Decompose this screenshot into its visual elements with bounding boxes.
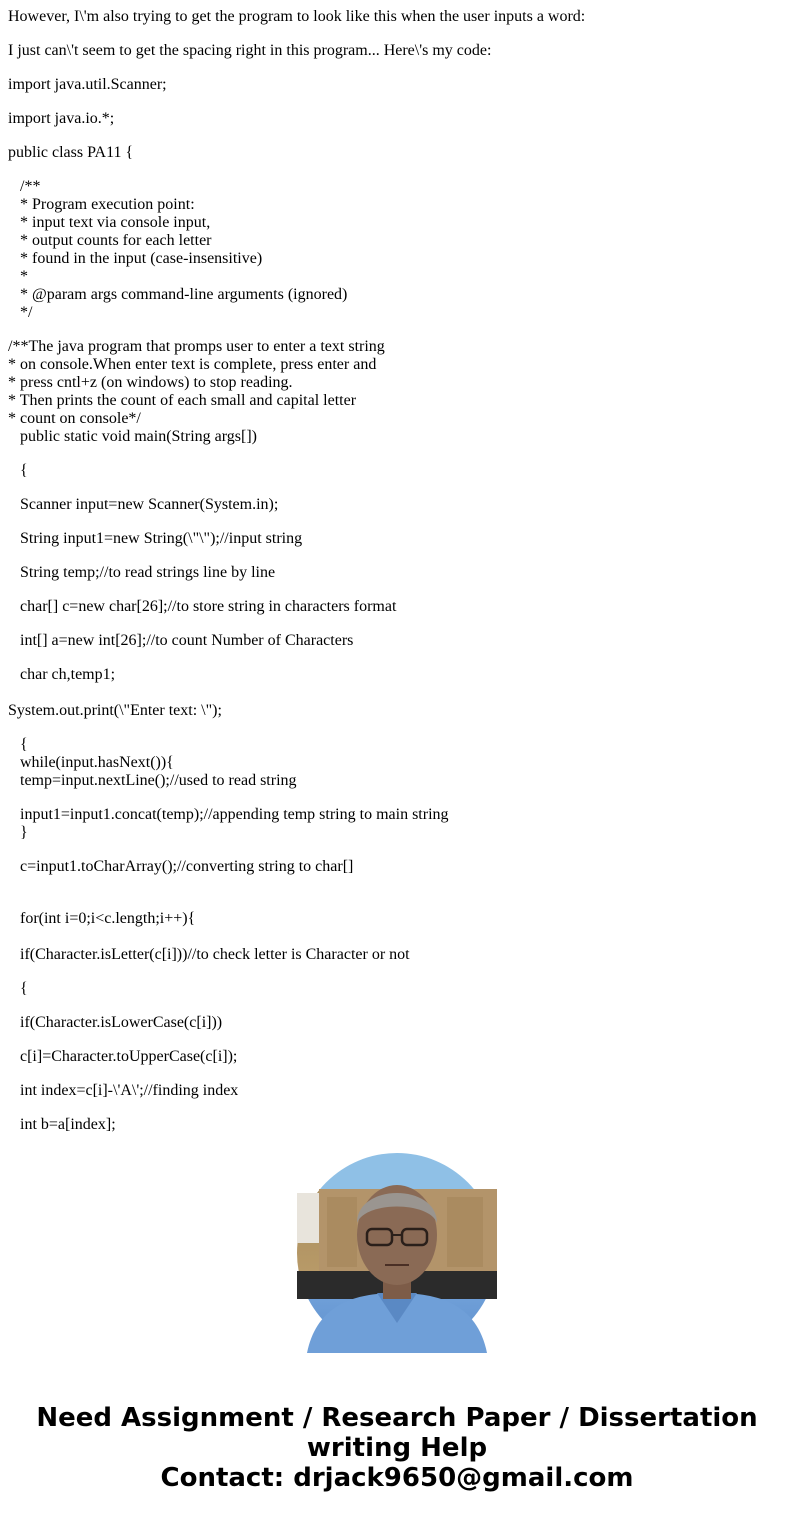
code-isletter-line: if(Character.isLetter(c[i]))//to check letter is Character or not	[20, 946, 410, 963]
code-main-signature: public static void main(String args[])	[20, 428, 257, 445]
promo-line-1: Need Assignment / Research Paper / Dissertation	[36, 1403, 758, 1433]
code-input1-line: String input1=new String(\"\");//input string	[20, 530, 303, 547]
promo-line-2: writing Help	[306, 1433, 488, 1463]
code-line: * on console.When enter text is complete, press enter and	[8, 356, 377, 373]
intro-line-1: However, I\'m also trying to get the program to look like this when the user inputs a word:	[8, 8, 586, 25]
code-for-line: for(int i=0;i<c.length;i++){	[20, 910, 196, 927]
code-tochararray-line: c=input1.toCharArray();//converting string to char[]	[20, 858, 354, 875]
code-line: */	[20, 304, 33, 321]
code-line: * input text via console input,	[20, 214, 211, 231]
code-javadoc-2	[8, 338, 385, 446]
code-line: * @param args command-line arguments (ignored)	[20, 286, 348, 303]
code-class-declaration: public class PA11 {	[8, 144, 134, 161]
code-line: * found in the input (case-insensitive)	[20, 250, 263, 267]
question-document	[8, 0, 788, 1133]
code-line: * output counts for each letter	[20, 232, 212, 249]
code-line: * count on console*/	[8, 410, 141, 427]
code-index-line: int index=c[i]-\'A\';//finding index	[20, 1082, 239, 1099]
code-touppercase-line: c[i]=Character.toUpperCase(c[i]);	[20, 1048, 238, 1065]
code-open-brace: {	[20, 462, 28, 479]
code-print-line: System.out.print(\"Enter text: \");	[8, 702, 222, 719]
code-scanner-line: Scanner input=new Scanner(System.in);	[20, 496, 279, 513]
person-photo-icon	[297, 1153, 497, 1353]
code-line: input1=input1.concat(temp);//appending temp string to main string	[20, 806, 449, 823]
code-line: }	[20, 824, 28, 841]
code-line: * Then prints the count of each small and capital letter	[8, 392, 357, 409]
code-islowercase-line: if(Character.isLowerCase(c[i]))	[20, 1014, 223, 1031]
code-open-brace-2: {	[20, 980, 28, 997]
promo-banner	[0, 1403, 794, 1493]
code-line: {	[20, 736, 28, 753]
code-char-array-line: char[] c=new char[26];//to store string in characters format	[20, 598, 397, 615]
code-temp-line: String temp;//to read strings line by line	[20, 564, 276, 581]
intro-line-2: I just can\'t seem to get the spacing right in this program... Here\'s my code:	[8, 42, 492, 59]
code-char-decl-line: char ch,temp1;	[20, 666, 116, 683]
code-line: temp=input.nextLine();//used to read string	[20, 772, 297, 789]
code-line: * press cntl+z (on windows) to stop reading.	[8, 374, 293, 391]
code-import-scanner: import java.util.Scanner;	[8, 76, 167, 93]
code-line: * Program execution point:	[20, 196, 195, 213]
code-line: /**The java program that promps user to enter a text string	[8, 338, 385, 355]
code-cutoff-line: int b=a[index];	[20, 1116, 116, 1133]
code-javadoc-1	[8, 178, 347, 322]
code-line: while(input.hasNext()){	[20, 754, 174, 771]
code-import-io: import java.io.*;	[8, 110, 115, 127]
avatar	[297, 1153, 497, 1353]
code-int-array-line: int[] a=new int[26];//to count Number of Characters	[20, 632, 354, 649]
code-while-block	[8, 736, 297, 790]
promo-contact-line: Contact: drjack9650@gmail.com	[160, 1463, 634, 1493]
code-line: /**	[20, 178, 41, 195]
code-concat-block	[8, 806, 449, 842]
code-line: *	[20, 268, 28, 285]
